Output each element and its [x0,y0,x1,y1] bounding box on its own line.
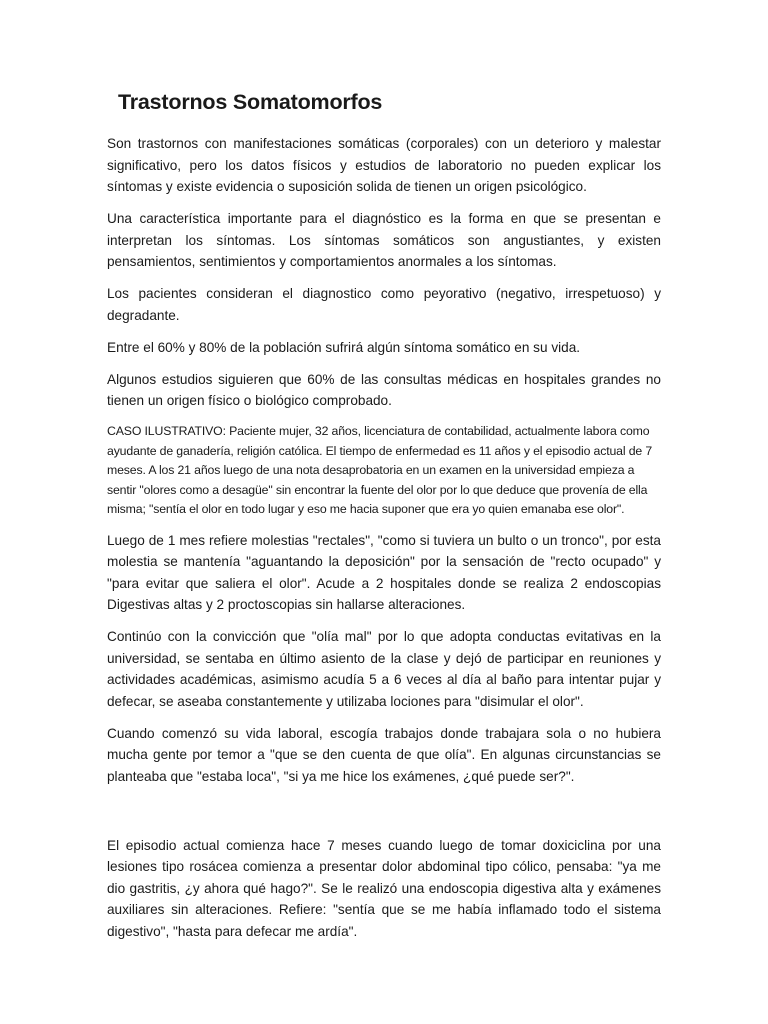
paragraph-case-university: Continúo con la convicción que "olía mal" por lo que adopta conductas evitativas en la universidad, se sentaba en último asiento de la clase y dejó de participar en reuniones y actividades académicas, asimismo acudía 5 a 6 veces al día al baño para intentar pujar y defecar, se aseaba constantemente y utilizaba lociones para "disimular el olor". [107,629,661,709]
paragraph-patients: Los pacientes consideran el diagnostico como peyorativo (negativo, irrespetuoso) y degradante. [107,286,661,323]
paragraph-studies: Algunos estudios siguieren que 60% de las consultas médicas en hospitales grandes no tienen un origen físico o biológico comprobado. [107,371,661,408]
paragraph-diagnosis: Una característica importante para el diagnóstico es la forma en que se presentan e interpretan los síntomas. Los síntomas somáticos son angustiantes, y existen pensamientos, sentimientos y comportamientos anormales a los síntomas. [107,211,661,269]
paragraph-gap [107,798,661,835]
paragraph-definition: Son trastornos con manifestaciones somáticas (corporales) con un deterioro y malestar significativo, pero los datos físicos y estudios de laboratorio no pueden explicar los síntomas y existe evidencia o suposición solida de tienen un origen psicológico. [107,136,661,194]
paragraph-case-rectal: Luego de 1 mes refiere molestias "rectales", "como si tuviera un bulto o un tronco", por esta molestia se mantenía "aguantando la deposición" por la sensación de "recto ocupado" y "para evitar que saliera el olor". Acude a 2 hospitales donde se realiza 2 endoscopias Digestivas altas y 2 proctoscopias sin hallarse alteraciones. [107,532,661,612]
paragraph-case-work: Cuando comenzó su vida laboral, escogía trabajos donde trabajara sola o no hubiera mucha gente por temor a "que se den cuenta de que olía". En algunas circunstancias se planteaba que "estaba loca", "si ya me hice los exámenes, ¿qué puede ser?". [107,725,661,784]
document-title: Trastornos Somatomorfos [118,90,383,114]
paragraph-current-episode: El episodio actual comienza hace 7 meses cuando luego de tomar doxiciclina por una lesiones tipo rosácea comienza a presentar dolor abdominal tipo cólico, pensaba: "ya me dio gastritis, ¿y ahora qué hago?". Se le realizó una endoscopia digestiva alta y exámenes auxiliares sin alteraciones. Refiere: "sentía que se me había inflamado todo el sistema digestivo", "hasta para defecar me ardía". [107,837,661,939]
document-body [107,133,661,953]
paragraph-case-illustrative: CASO ILUSTRATIVO: Paciente mujer, 32 años, licenciatura de contabilidad, actualmente labora como ayudante de ganadería, religión católica. El tiempo de enfermedad es 11 años y el episodio actual de 7 meses. A los 21 años luego de una nota desaprobatoria en un examen en la universidad empieza a sentir "olores como a desagüe" sin encontrar la fuente del olor por lo que deduce que provenía de ella misma; "sentía el olor en todo lugar y eso me hacia suponer que era yo quien emanaba ese olor". [107,424,653,516]
paragraph-prevalence: Entre el 60% y 80% de la población sufrirá algún síntoma somático en su vida. [107,339,581,355]
